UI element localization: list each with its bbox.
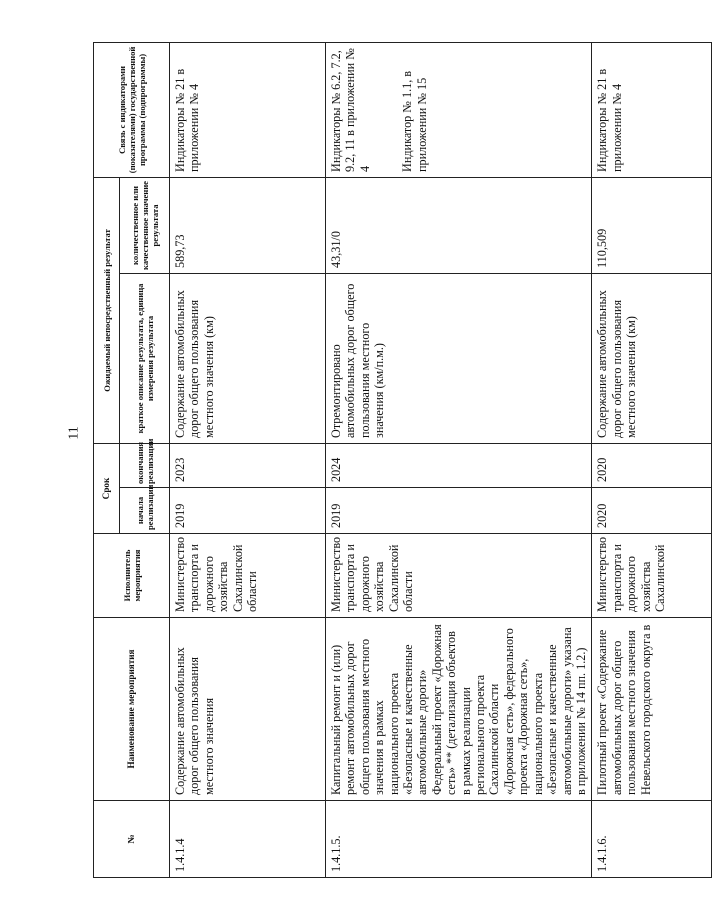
cell-start: 2019	[170, 488, 326, 534]
cell-desc: Содержание автомобильных дорог общего пользования местного значения (км)	[170, 273, 326, 443]
cell-link: Индикаторы № 21 в приложении № 4	[592, 42, 712, 177]
cell-link-text: Индикаторы № 6.2, 7.2, 9.2, 11 в приложении № 4	[329, 48, 372, 172]
header-term: Срок	[94, 443, 120, 533]
cell-name: Содержание автомобильных дорог общего пользования местного значения	[170, 618, 326, 801]
cell-executor: Министерство транспорта и дорожного хозяйства Сахалинской области	[170, 534, 326, 618]
cell-start: 2019	[326, 488, 592, 534]
cell-end: 2024	[326, 443, 592, 487]
cell-link: Индикаторы № 21 в приложении № 4	[170, 42, 326, 177]
cell-value: 110,509	[592, 177, 712, 273]
cell-link-text-2: Индикатор № 1.1, в приложении № 15	[400, 70, 429, 172]
header-term-start: начала реализации	[120, 488, 170, 534]
cell-name: Пилотный проект «Содержание автомобильных дорог общего пользования местного значения Невельского городского округа в	[592, 618, 712, 801]
header-name: Наименование мероприятия	[94, 618, 170, 801]
table-row	[592, 42, 712, 877]
page-number: 11	[66, 426, 82, 440]
cell-desc: Содержание автомобильных дорог общего пользования местного значения (км)	[592, 273, 712, 443]
cell-link	[326, 42, 592, 177]
header-result-desc: краткое описание результата, единица измерения результата	[120, 273, 170, 443]
cell-num: 1.4.1.5.	[326, 801, 592, 878]
header-row-1	[94, 42, 120, 877]
cell-num: 1.4.1.4	[170, 801, 326, 878]
header-term-end: окончания реализации	[120, 443, 170, 487]
header-result-value: количественное или качественное значение результата	[120, 177, 170, 273]
cell-desc: Отремонтировано автомобильных дорог общего пользования местного значения (км/п.м.)	[326, 273, 592, 443]
header-result: Ожидаемый непосредственный результат	[94, 177, 120, 443]
rotated-table-container	[93, 43, 667, 878]
cell-start: 2020	[592, 488, 712, 534]
cell-value: 589,73	[170, 177, 326, 273]
cell-executor: Министерство транспорта и дорожного хозяйства Сахалинской	[592, 534, 712, 618]
cell-name: Капитальный ремонт и (или) ремонт автомобильных дорог общего пользования местного значения в рамках национального проекта «Безопасные и качественные автомобильные дороги» Федеральный проект «Дорожная сеть» ** (детализация объектов в рамках реализации регионального проекта Сахалинской области «Дорожная сеть», федерального проекта «Дорожная сеть», национального проекта «Безопасные и качественные автомобильные дороги» указана в приложении № 14 пп. 1.2.)	[326, 618, 592, 801]
cell-num: 1.4.1.6.	[592, 801, 712, 878]
header-link: Связь с индикаторами (показателями) государственной программы (подпрограммы)	[94, 42, 170, 177]
table-row	[326, 42, 592, 877]
cell-end: 2023	[170, 443, 326, 487]
header-num: №	[94, 801, 170, 878]
measures-table	[93, 42, 712, 878]
header-executor: Исполнитель мероприятия	[94, 534, 170, 618]
cell-value: 43,31/0	[326, 177, 592, 273]
cell-executor: Министерство транспорта и дорожного хозяйства Сахалинской области	[326, 534, 592, 618]
table-row	[170, 42, 326, 877]
cell-end: 2020	[592, 443, 712, 487]
